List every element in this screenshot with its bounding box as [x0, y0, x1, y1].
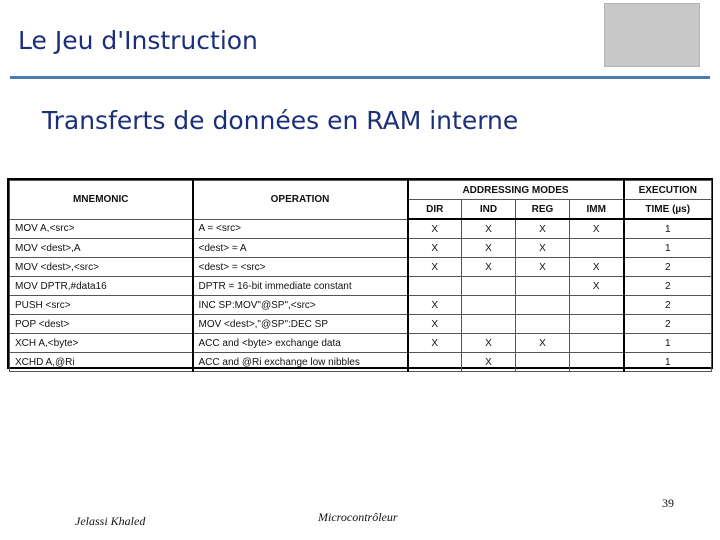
header-divider	[10, 76, 710, 79]
cell-reg	[516, 296, 570, 315]
cell-operation: ACC and @Ri exchange low nibbles	[193, 353, 408, 372]
table-row	[10, 239, 712, 258]
cell-reg	[516, 315, 570, 334]
cell-dir: X	[408, 334, 462, 353]
table-row	[10, 296, 712, 315]
header-dir: DIR	[408, 200, 462, 220]
cell-dir: X	[408, 296, 462, 315]
cell-imm	[570, 296, 624, 315]
cell-reg: X	[516, 219, 570, 239]
footer-author: Jelassi Khaled	[75, 514, 146, 528]
cell-reg: X	[516, 258, 570, 277]
header-ind: IND	[462, 200, 516, 220]
cell-imm	[570, 334, 624, 353]
table-row	[10, 334, 712, 353]
table-row	[10, 277, 712, 296]
cell-imm	[570, 353, 624, 372]
cell-ind	[462, 315, 516, 334]
cell-dir	[408, 277, 462, 296]
header-addressing-modes: ADDRESSING MODES	[408, 181, 624, 200]
cell-mnemonic: MOV <dest>,A	[10, 239, 193, 258]
footer-subject: Microcontrôleur	[318, 510, 398, 524]
cell-imm: X	[570, 258, 624, 277]
header-time: TIME (µs)	[624, 200, 712, 220]
cell-dir: X	[408, 258, 462, 277]
cell-reg: X	[516, 239, 570, 258]
cell-reg	[516, 277, 570, 296]
header-imm: IMM	[570, 200, 624, 220]
cell-mnemonic: POP <dest>	[10, 315, 193, 334]
cell-mnemonic: MOV DPTR,#data16	[10, 277, 193, 296]
table-row	[10, 353, 712, 372]
header-mnemonic: MNEMONIC	[10, 181, 193, 220]
cell-ind: X	[462, 334, 516, 353]
cell-imm	[570, 315, 624, 334]
cell-ind: X	[462, 258, 516, 277]
cell-time: 2	[624, 277, 712, 296]
cell-operation: DPTR = 16-bit immediate constant	[193, 277, 408, 296]
slide-header-title: Le Jeu d'Instruction	[18, 26, 258, 55]
header-operation: OPERATION	[193, 181, 408, 220]
cell-time: 2	[624, 296, 712, 315]
cell-mnemonic: XCHD A,@Ri	[10, 353, 193, 372]
cell-reg: X	[516, 334, 570, 353]
table-row	[10, 258, 712, 277]
cell-ind	[462, 277, 516, 296]
cell-operation: A = <src>	[193, 219, 408, 239]
cell-ind	[462, 296, 516, 315]
page-number: 39	[662, 496, 674, 510]
cell-time: 1	[624, 239, 712, 258]
table-row	[10, 219, 712, 239]
cell-dir	[408, 353, 462, 372]
cell-operation: <dest> = <src>	[193, 258, 408, 277]
cell-operation: <dest> = A	[193, 239, 408, 258]
cell-imm	[570, 239, 624, 258]
cell-operation: MOV <dest>,"@SP":DEC SP	[193, 315, 408, 334]
cell-time: 1	[624, 219, 712, 239]
cell-dir: X	[408, 239, 462, 258]
slide-heading: Transferts de données en RAM interne	[42, 106, 519, 135]
header-execution: EXECUTION	[624, 181, 712, 200]
header-reg: REG	[516, 200, 570, 220]
cell-ind: X	[462, 239, 516, 258]
cell-time: 2	[624, 258, 712, 277]
cell-operation: INC SP:MOV"@SP",<src>	[193, 296, 408, 315]
cell-ind: X	[462, 353, 516, 372]
cell-reg	[516, 353, 570, 372]
cell-dir: X	[408, 219, 462, 239]
cell-time: 1	[624, 353, 712, 372]
cell-mnemonic: XCH A,<byte>	[10, 334, 193, 353]
instruction-table-frame	[7, 178, 713, 369]
instruction-table	[9, 180, 712, 372]
cell-imm: X	[570, 219, 624, 239]
cell-time: 2	[624, 315, 712, 334]
cell-ind: X	[462, 219, 516, 239]
table-row	[10, 315, 712, 334]
cell-mnemonic: MOV <dest>,<src>	[10, 258, 193, 277]
cell-imm: X	[570, 277, 624, 296]
logo-placeholder	[604, 3, 700, 67]
cell-operation: ACC and <byte> exchange data	[193, 334, 408, 353]
cell-time: 1	[624, 334, 712, 353]
cell-mnemonic: MOV A,<src>	[10, 219, 193, 239]
cell-mnemonic: PUSH <src>	[10, 296, 193, 315]
cell-dir: X	[408, 315, 462, 334]
